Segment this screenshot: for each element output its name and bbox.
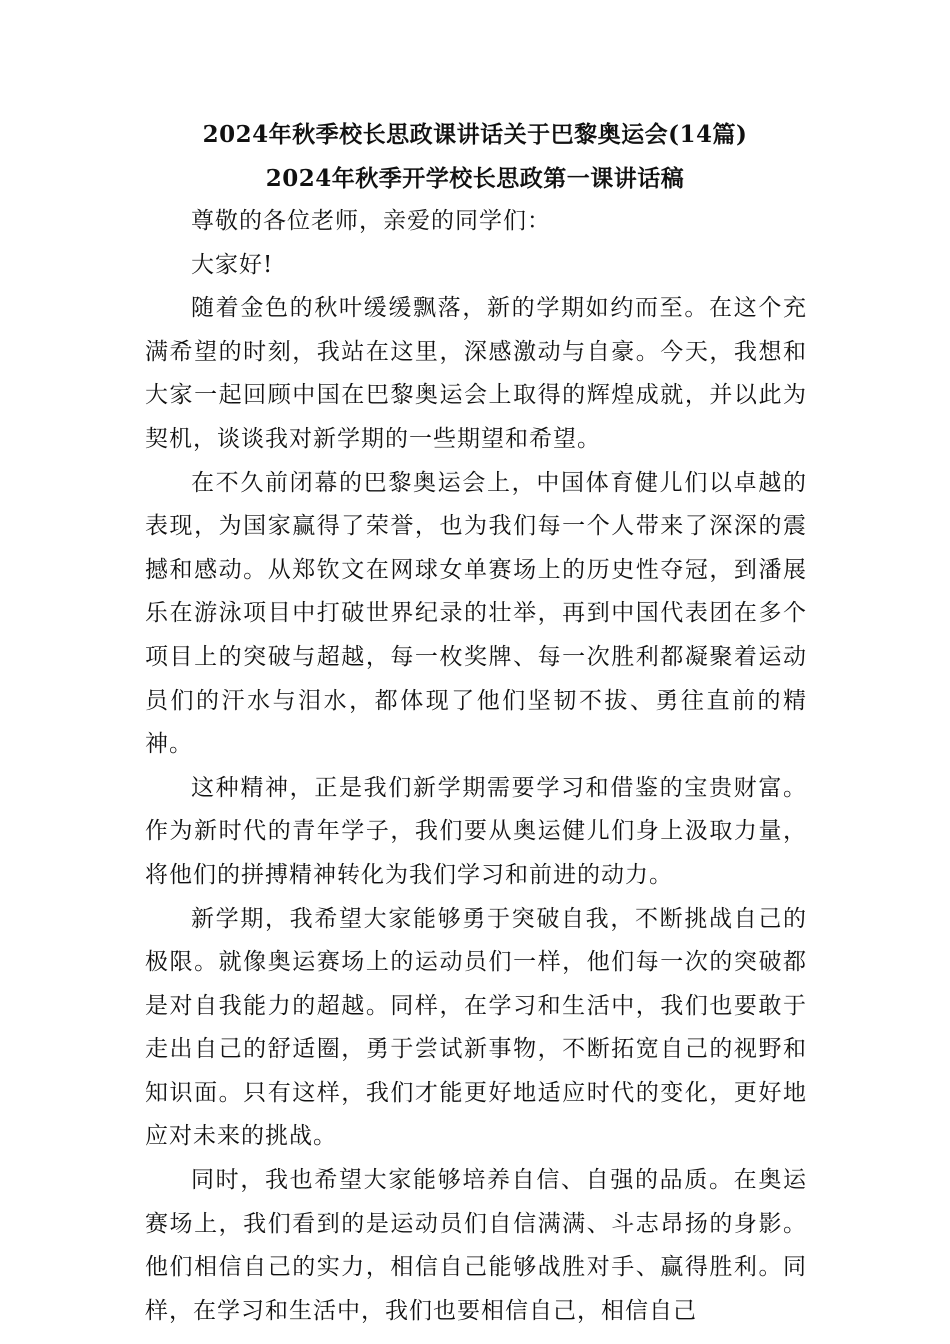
document-subtitle: 2024年秋季开学校长思政第一课讲话稿 (265, 165, 685, 192)
body-paragraph: 在不久前闭幕的巴黎奥运会上，中国体育健儿们以卓越的表现，为国家赢得了荣誉，也为我们每一个人带来了深深的震撼和感动。从郑钦文在网球女单赛场上的历史性夺冠，到潘展乐在游泳项目中打破世界纪录的壮举，再到中国代表团在多个项目上的突破与超越，每一枚奖牌、每一次胜利都凝聚着运动员们的汗水与泪水，都体现了他们坚韧不拔、勇往直前的精神。 (145, 469, 807, 758)
document-body (145, 200, 807, 1333)
document-title: 2024年秋季校长思政课讲话关于巴黎奥运会(14篇) (202, 121, 748, 148)
body-paragraph: 这种精神，正是我们新学期需要学习和借鉴的宝贵财富。作为新时代的青年学子，我们要从奥运健儿们身上汲取力量，将他们的拼搏精神转化为我们学习和前进的动力。 (145, 774, 807, 888)
salutation-paragraph: 尊敬的各位老师，亲爱的同学们： (191, 208, 551, 234)
greeting-paragraph: 大家好! (191, 251, 274, 278)
body-paragraph: 新学期，我希望大家能够勇于突破自我，不断挑战自己的极限。就像奥运赛场上的运动员们一样，他们每一次的突破都是对自我能力的超越。同样，在学习和生活中，我们也要敢于走出自己的舒适圈，勇于尝试新事物，不断拓宽自己的视野和知识面。只有这样，我们才能更好地适应时代的变化，更好地应对未来的挑战。 (145, 905, 807, 1150)
body-paragraph: 同时，我也希望大家能够培养自信、自强的品质。在奥运赛场上，我们看到的是运动员们自信满满、斗志昂扬的身影。他们相信自己的实力，相信自己能够战胜对手、赢得胜利。同样，在学习和生活中，我们也要相信自己，相信自己 (145, 1167, 807, 1324)
body-paragraph: 随着金色的秋叶缓缓飘落，新的学期如约而至。在这个充满希望的时刻，我站在这里，深感激动与自豪。今天，我想和大家一起回顾中国在巴黎奥运会上取得的辉煌成就，并以此为契机，谈谈我对新学期的一些期望和希望。 (145, 295, 807, 452)
